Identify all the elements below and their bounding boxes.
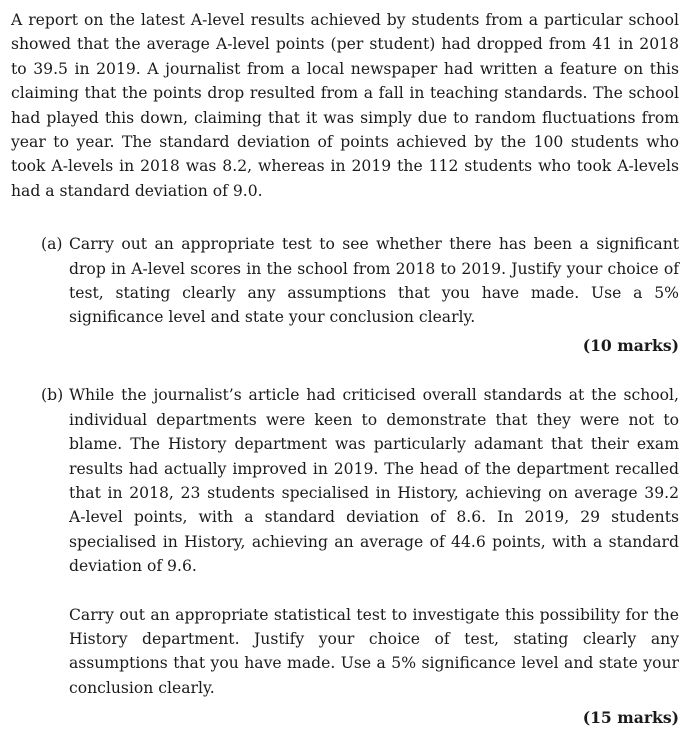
part-b-label: (b) [41,386,64,405]
part-a-label: (a) [41,235,63,254]
part-a-text: Carry out an appropriate test to see whether there has been a significant drop in A-level scores in the school from 2018 to 2019. Justify your choice of test, stating clearly any assumptions that you have made. Use a 5% significance level and state your conclusion clearly. [69,235,679,327]
question-document [11,8,679,731]
part-b [11,383,679,700]
part-a-marks: (10 marks) [582,335,679,355]
part-b-body [69,383,679,700]
part-a [11,232,679,330]
intro-paragraph: A report on the latest A-level results achieved by students from a particular school showed that the average A-level points (per student) had dropped from 41 in 2018 to 39.5 in 2019. A journalist from a local newspaper had written a feature on this claiming that the points drop resulted from a fall in teaching standards. The school had played this down, claiming that it was simply due to random fluctuations from year to year. The standard deviation of points achieved by the 100 students who took A-levels in 2018 was 8.2, whereas in 2019 the 112 students who took A-levels had a standard deviation of 9.0. [11,11,679,200]
part-b-marks: (15 marks) [582,708,679,728]
part-b-text-2: Carry out an appropriate statistical test to investigate this possibility for the History department. Justify your choice of test, stating clearly any assumptions that you have made. Use a 5% significance level and state your conclusion clearly. [69,605,679,697]
part-b-text-1: While the journalist’s article had criticised overall standards at the school, individual departments were keen to demonstrate that they were not to blame. The History department was particularly adamant that their exam results had actually improved in 2019. The head of the department recalled that in 2018, 23 students specialised in History, achieving on average 39.2 A-level points, with a standard deviation of 8.6. In 2019, 29 students specialised in History, achieving an average of 44.6 points, with a standard deviation of 9.6. [69,386,679,576]
part-a-body [69,232,679,330]
